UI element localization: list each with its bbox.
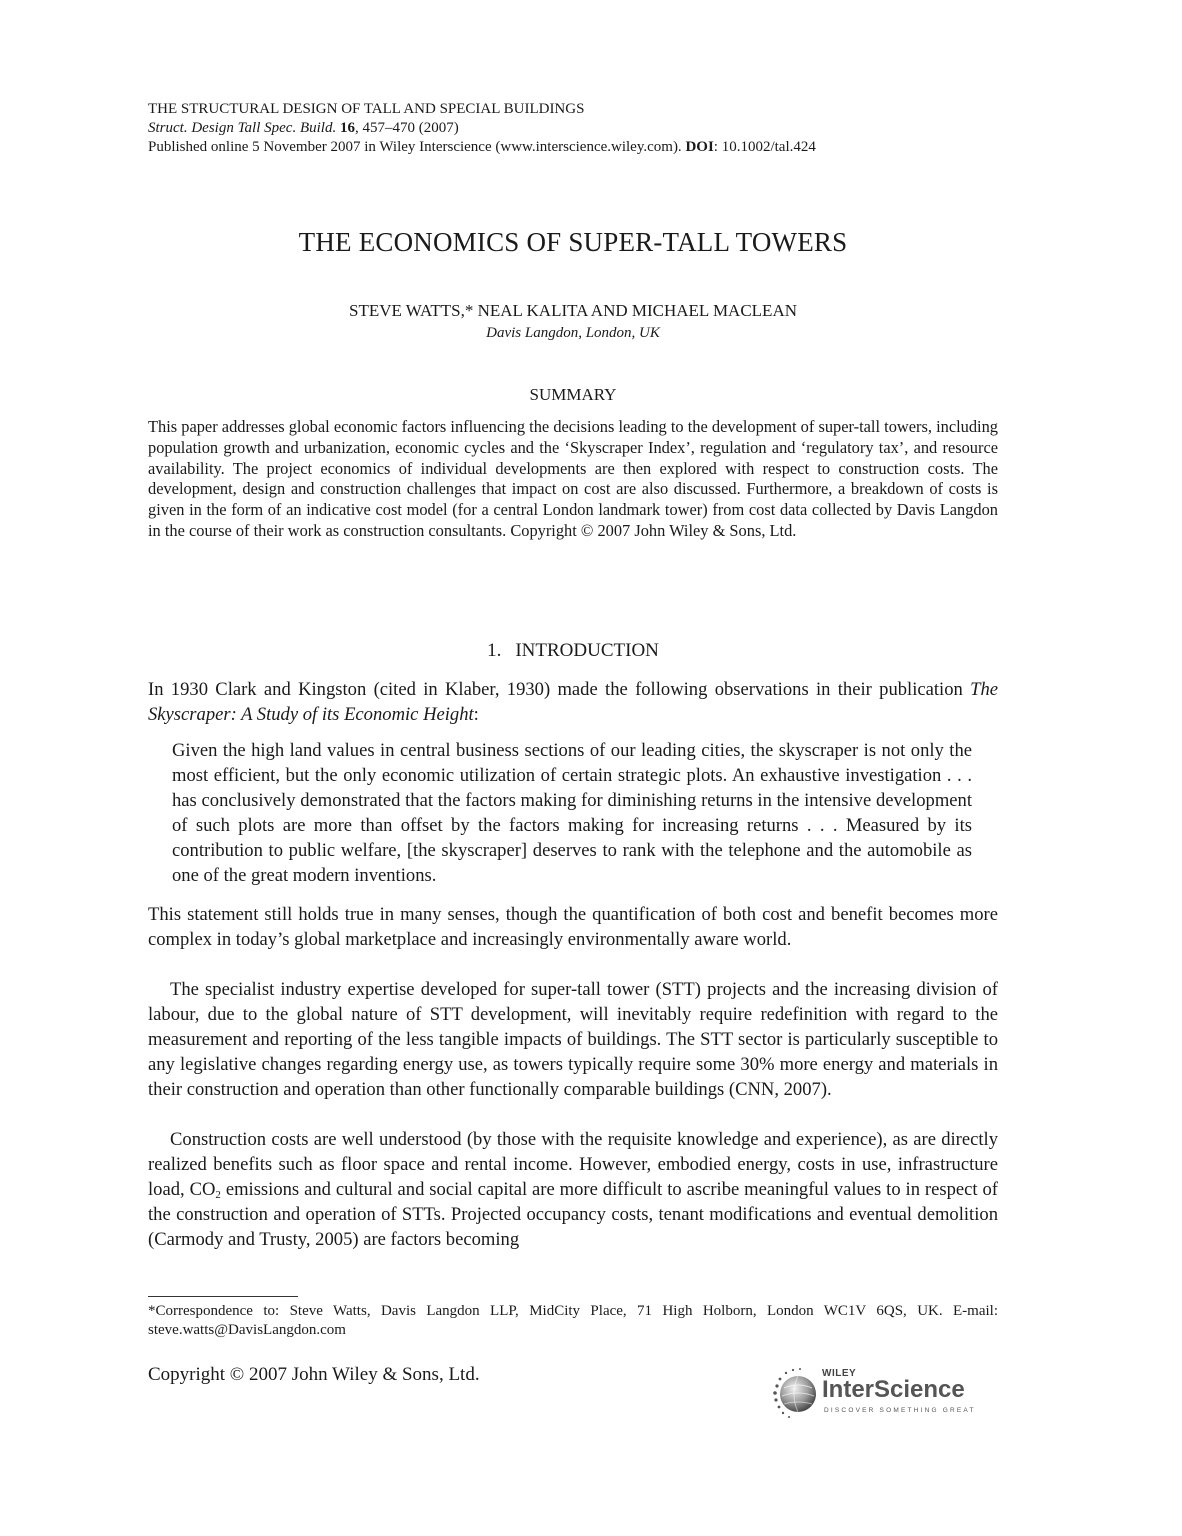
globe-icon	[770, 1364, 822, 1420]
journal-volume: 16	[339, 120, 355, 136]
author-affiliation: Davis Langdon, London, UK	[486, 325, 660, 341]
doi-value: : 10.1002/tal.424	[713, 139, 816, 155]
article-authors: STEVE WATTS,* NEAL KALITA AND MICHAEL MACLEAN	[348, 301, 797, 320]
cited-book-title: The Skyscraper: A Study of its Economic Height	[148, 679, 998, 725]
journal-abbrev: Struct. Design Tall Spec. Build.	[148, 120, 337, 136]
publication-line	[148, 138, 998, 157]
copyright-footer: Copyright © 2007 John Wiley & Sons, Ltd.	[148, 1364, 480, 1385]
section-title: INTRODUCTION	[515, 640, 659, 661]
footnote-divider	[148, 1296, 298, 1297]
journal-title: THE STRUCTURAL DESIGN OF TALL AND SPECIAL BUILDINGS	[148, 101, 585, 117]
construction-costs-paragraph	[148, 1127, 998, 1252]
journal-pages: , 457–470 (2007)	[354, 120, 459, 136]
journal-header	[148, 100, 998, 157]
logo-tagline: DISCOVER SOMETHING GREAT	[824, 1407, 976, 1414]
summary-heading: SUMMARY	[529, 385, 617, 404]
specialist-paragraph: The specialist industry expertise developed for super-tall tower (STT) projects and the increasing division of labour, due to the global nature of STT development, will inevitably require redefinition with regard to the measurement and reporting of the less tangible impacts of buildings. The STT sector is particularly susceptible to any legislative changes regarding energy use, as towers typically require some 30% more energy and materials in their construction and operation than other functionally comparable buildings (CNN, 2007).	[148, 979, 998, 1100]
correspondence-footnote: *Correspondence to: Steve Watts, Davis Langdon LLP, MidCity Place, 71 High Holborn, London WC1V 6QS, UK. E-mail: steve.watts@DavisLangdon.com	[148, 1303, 998, 1338]
construction-text-part2: emissions and cultural and social capital are more difficult to ascribe meaningful values to in respect of the construction and operation of STTs. Projected occupancy costs, tenant modifications and eventual demolition (Carmody and Trusty, 2005) are factors becoming	[148, 1179, 998, 1250]
published-online: Published online 5 November 2007 in Wiley Interscience (www.interscience.wiley.com).	[148, 139, 682, 155]
section-number: 1.	[487, 640, 502, 661]
intro-lead: In 1930 Clark and Kingston (cited in Klaber, 1930) made the following observations in their publication	[148, 679, 971, 700]
wiley-interscience-logo	[770, 1364, 1000, 1420]
doi-label: DOI	[685, 139, 714, 155]
article-title: THE ECONOMICS OF SUPER-TALL TOWERS	[298, 227, 848, 257]
journal-citation	[148, 119, 998, 138]
intro-colon: :	[473, 704, 479, 725]
construction-text-part1: Construction costs are well understood (by those with the requisite knowledge and experience), as are directly realized benefits such as floor space and rental income. However, embodied energy, costs in use, infrastructure load, CO	[148, 1129, 998, 1200]
statement-paragraph: This statement still holds true in many senses, though the quantification of both cost and benefit becomes more complex in today’s global marketplace and increasingly environmentally aware world.	[148, 904, 998, 950]
section-heading-introduction	[148, 639, 998, 663]
co2-subscript: 2	[215, 1189, 221, 1201]
logo-interscience-text: InterScience	[822, 1376, 965, 1403]
intro-paragraph	[148, 677, 998, 727]
logo-wiley-text: WILEY	[822, 1368, 857, 1379]
summary-text: This paper addresses global economic factors influencing the decisions leading to the development of super-tall towers, including population growth and urbanization, economic cycles and the ‘Skyscraper Index’, regulation and ‘regulatory tax’, and resource availability. The project economics of individual developments are then explored with respect to construction costs. The development, design and construction challenges that impact on cost are also discussed. Furthermore, a breakdown of costs is given in the form of an indicative cost model (for a central London landmark tower) from cost data collected by Davis Langdon in the course of their work as construction consultants. Copyright © 2007 John Wiley & Sons, Ltd.	[148, 417, 998, 540]
block-quote: Given the high land values in central business sections of our leading cities, the skyscraper is not only the most efficient, but the only economic utilization of certain strategic plots. An exhaustive investigation . . . has conclusively demonstrated that the factors making for diminishing returns in the intensive development of such plots are more than offset by the factors making for increasing returns . . . Measured by its contribution to public welfare, [the skyscraper] deserves to rank with the telephone and the automobile as one of the great modern inventions.	[172, 740, 972, 886]
